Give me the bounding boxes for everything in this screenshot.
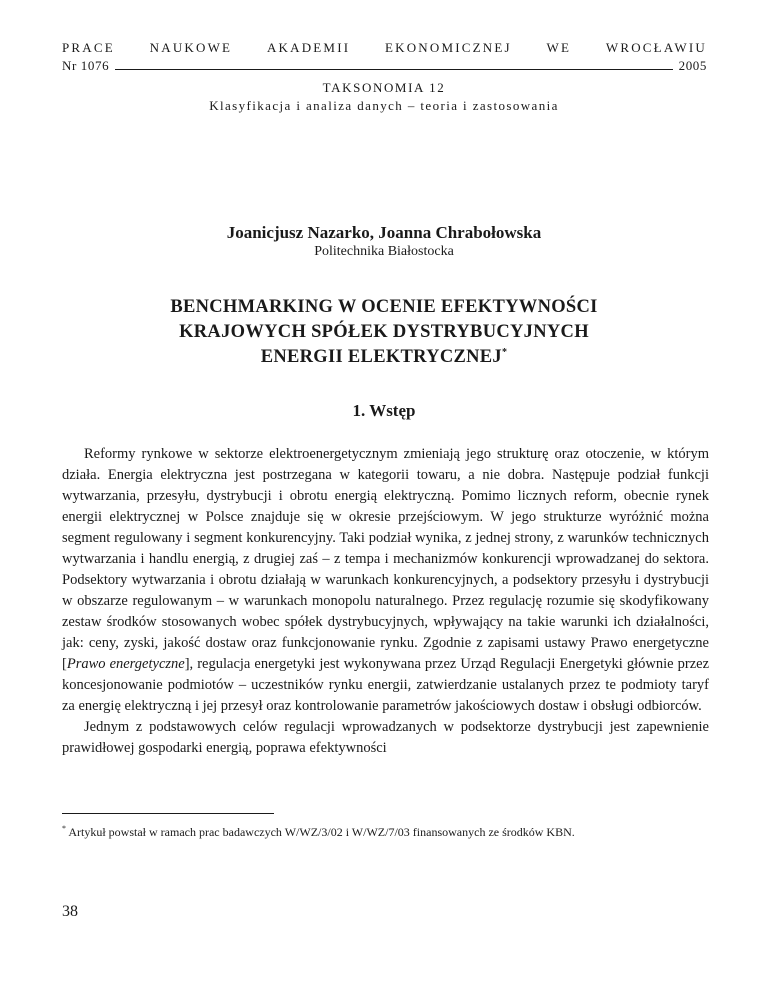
header-word: WE	[546, 40, 572, 55]
paragraph-text: Jednym z podstawowych celów regulacji wprowadzanych w podsektorze dystrybucji jest zapewnienie prawidłowej gospodarki energią, poprawa efektywności	[62, 719, 709, 756]
authors: Joanicjusz Nazarko, Joanna Chrabołowska	[226, 223, 542, 242]
footnote-text: Artykuł powstał w ramach prac badawczych W/WZ/3/02 i W/WZ/7/03 finansowanych ze środków KBN.	[68, 825, 575, 839]
page-number: 38	[62, 903, 78, 920]
issue-number: Nr 1076	[62, 58, 110, 73]
title-line: KRAJOWYCH SPÓŁEK DYSTRYBUCYJNYCH	[179, 322, 589, 342]
header-rule	[115, 69, 672, 70]
affiliation: Politechnika Białostocka	[314, 244, 454, 259]
title-line: BENCHMARKING W OCENIE EFEKTYWNOŚCI	[170, 297, 598, 317]
series-title: TAKSONOMIA 12	[322, 80, 446, 95]
header-word: WROCŁAWIU	[605, 40, 707, 55]
paragraph-text: Reformy rynkowe w sektorze elektroenergetycznym zmieniają jego strukturę oraz otoczenie, w którym działa. Energia elektryczna jest postrzegana w kategorii towaru, a nie dobra. Następuje podział funkcji wytwarzania, przesyłu, dystrybucji i obrotu energią elektryczną. Pomimo licznych reform, obecnie rynek energii elektrycznej w Polsce znajduje się w okresie przejściowym. W jego strukturze wyróżnić można segment regulowany i segment konkurencyjny. Taki podział wynika, z jednej strony, z warunków technicznych wytwarzania i handlu energią, z drugiej zaś – z tempa i mechanizmów konkurencji wprowadzanej do sektora. Podsektory wytwarzania i obrotu działają w warunkach konkurencyjnych, a podsektory przesyłu i dystrybucji w obszarze regulowanym – w warunkach monopolu naturalnego. Przez regulację rozumie się skodyfikowany zestaw środków stosowanych wobec spółek dystrybucyjnych, wpływający na takie warunki ich działalności, jak: ceny, zyski, jakość dostaw oraz funkcjonowanie rynku. Zgodnie z zapisami ustawy Prawo energetyczne [	[62, 446, 709, 672]
footnote-marker: *	[62, 824, 66, 833]
paragraph	[62, 444, 709, 717]
footnote	[62, 824, 709, 841]
section-heading: 1. Wstęp	[352, 401, 416, 420]
issue-line	[62, 58, 707, 74]
header-word: AKADEMII	[266, 40, 351, 55]
issue-year: 2005	[678, 58, 707, 73]
paragraph-text: ], regulacja energetyki jest wykonywana przez Urząd Regulacji Energetyki głównie przez koncesjonowanie podmiotów – uczestników rynku energii, zatwierdzanie ustalanych przez te podmioty taryf za energię elektryczną i jej przesył oraz kontrolowanie parametrów jakościowych dostaw i obsługi odbiorców.	[62, 656, 710, 714]
series-subtitle: Klasyfikacja i analiza danych – teoria i zastosowania	[209, 98, 559, 113]
title-line: ENERGII ELEKTRYCZNEJ	[260, 347, 502, 367]
article-title	[0, 295, 768, 370]
paragraph	[62, 717, 709, 759]
body-text	[62, 444, 709, 759]
footnote-rule	[62, 813, 274, 814]
header-word: NAUKOWE	[149, 40, 233, 55]
citation: Prawo energetyczne	[66, 656, 185, 672]
header-word: PRACE	[62, 40, 115, 55]
journal-header-line	[62, 40, 707, 56]
header-word: EKONOMICZNEJ	[384, 40, 512, 55]
title-line-last	[0, 345, 768, 370]
footnote-marker: *	[501, 346, 508, 358]
